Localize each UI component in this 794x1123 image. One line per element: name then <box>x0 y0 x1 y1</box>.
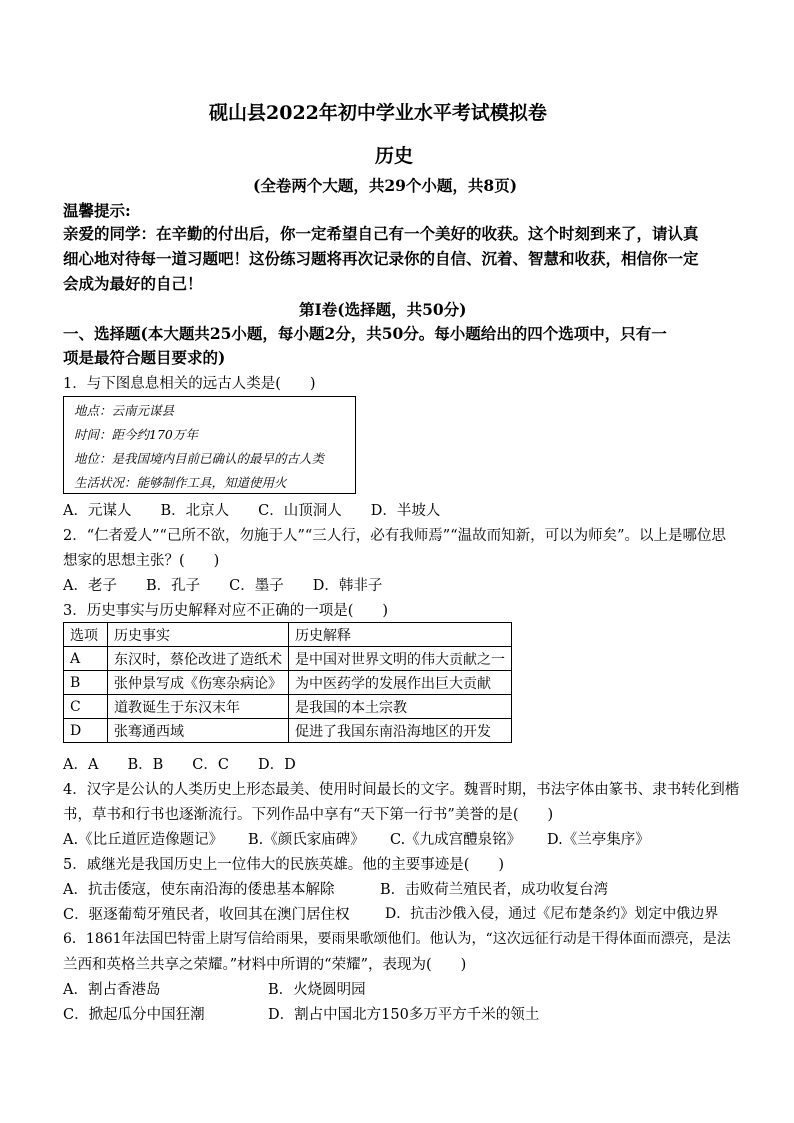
question-4-option-c: C.《九成宫醴泉铭》 <box>390 832 522 848</box>
table-row <box>64 671 512 695</box>
question-6-option-c: C．掀起瓜分中国狂潮 <box>63 1007 205 1023</box>
table-row <box>64 695 512 719</box>
exam-title: 砚山县2022年初中学业水平考试模拟卷 <box>209 102 547 124</box>
info-box-line: 生活状况：能够制作工具，知道使用火 <box>74 475 287 490</box>
info-box-line: 地点：云南元谋县 <box>74 403 175 418</box>
question-2-stem: 2．“仁者爱人”“己所不欲，勿施于人”“三人行，必有我师焉”“温故而知新，可以为师矣”。以上是哪位思 <box>63 528 727 544</box>
tips-line: 亲爱的同学：在辛勤的付出后，你一定希望自己有一个美好的收获。这个时刻到来了，请认真 <box>63 224 699 243</box>
question-3-options: A．A B．B C．C D．D <box>63 757 296 773</box>
table-cell: 为中医药学的发展作出巨大贡献 <box>289 671 512 695</box>
question-3-table <box>63 622 512 743</box>
table-row <box>64 647 512 671</box>
question-3-stem: 3．历史事实与历史解释对应不正确的一项是( ) <box>63 603 389 619</box>
question-5-option-a: A．抗击倭寇，使东南沿海的倭患基本解除 <box>63 882 335 898</box>
question-4-option-a: A.《比丘道匠造像题记》 <box>63 832 224 848</box>
table-cell: C <box>64 695 108 719</box>
tips-heading: 温馨提示: <box>63 201 131 220</box>
table-cell: 是中国对世界文明的伟大贡献之一 <box>289 647 512 671</box>
info-box-line: 时间：距今约170万年 <box>74 427 198 442</box>
table-cell: 促进了我国东南沿海地区的开发 <box>289 719 512 743</box>
question-6-stem: 6．1861年法国巴特雷上尉写信给雨果，要雨果歌颂他们。他认为，“这次远征行动是干得体面而漂亮，是法 <box>63 931 731 947</box>
question-5-stem: 5．戚继光是我国历史上一位伟大的民族英雄。他的主要事迹是( ) <box>63 857 505 873</box>
question-2-options: A．老子 B．孔子 C．墨子 D．韩非子 <box>63 578 383 594</box>
question-4-stem: 书，草书和行书也逐渐流行。下列作品中享有“天下第一行书”美誉的是( ) <box>63 807 554 823</box>
question-1-info-box <box>63 396 356 494</box>
question-4-stem: 4．汉字是公认的人类历史上形态最美、使用时间最长的文字。魏晋时期，书法字体由篆书、隶书转化到楷 <box>63 782 740 798</box>
table-cell: D <box>64 719 108 743</box>
question-2-stem: 想家的思想主张？( ) <box>63 553 220 569</box>
table-cell: 是我国的本土宗教 <box>289 695 512 719</box>
question-4-option-b: B.《颜氏家庙碑》 <box>248 832 365 848</box>
question-6-stem: 兰西和英格兰共享之荣耀。”材料中所谓的“荣耀”，表现为( ) <box>63 957 467 973</box>
question-6-option-a: A．割占香港岛 <box>63 982 161 998</box>
table-cell: 张骞通西域 <box>108 719 289 743</box>
table-cell: B <box>64 671 108 695</box>
table-row <box>64 719 512 743</box>
exam-meta: (全卷两个大题，共29个小题，共8页) <box>253 176 518 195</box>
question-1-stem: 1．与下图息息相关的远古人类是( ) <box>63 376 316 392</box>
table-header-row <box>64 623 512 647</box>
question-5-option-d: D．抗击沙俄入侵，通过《尼布楚条约》划定中俄边界 <box>385 906 719 922</box>
question-6-option-d: D．割占中国北方150多万平方千米的领土 <box>268 1007 540 1023</box>
question-4-option-d: D.《兰亭集序》 <box>547 832 650 848</box>
table-cell: 东汉时，蔡伦改进了造纸术 <box>108 647 289 671</box>
table-header-cell: 历史事实 <box>108 623 289 647</box>
info-box-line: 地位：是我国境内目前已确认的最早的古人类 <box>74 451 325 466</box>
section-title: 第Ⅰ卷(选择题，共50分) <box>299 300 467 319</box>
tips-line: 细心地对待每一道习题吧！这份练习题将再次记录你的自信、沉着、智慧和收获，相信你一定 <box>63 249 699 268</box>
question-6-option-b: B．火烧圆明园 <box>268 982 366 998</box>
section-instructions: 项是最符合题目要求的) <box>63 348 226 367</box>
section-instructions: 一、选择题(本大题共25小题，每小题2分，共50分。每小题给出的四个选项中，只有一 <box>63 324 667 343</box>
subject-title: 历史 <box>375 145 414 167</box>
table-header-cell: 历史解释 <box>289 623 512 647</box>
tips-line: 会成为最好的自己！ <box>63 274 203 293</box>
table-cell: 张仲景写成《伤寒杂病论》 <box>108 671 289 695</box>
table-header-cell: 选项 <box>64 623 108 647</box>
table-cell: 道教诞生于东汉末年 <box>108 695 289 719</box>
table-cell: A <box>64 647 108 671</box>
question-5-option-b: B．击败荷兰殖民者，成功收复台湾 <box>380 882 609 898</box>
question-1-options: A．元谋人 B．北京人 C．山顶洞人 D．半坡人 <box>63 503 441 519</box>
question-5-option-c: C．驱逐葡萄牙殖民者，收回其在澳门居住权 <box>63 907 350 923</box>
